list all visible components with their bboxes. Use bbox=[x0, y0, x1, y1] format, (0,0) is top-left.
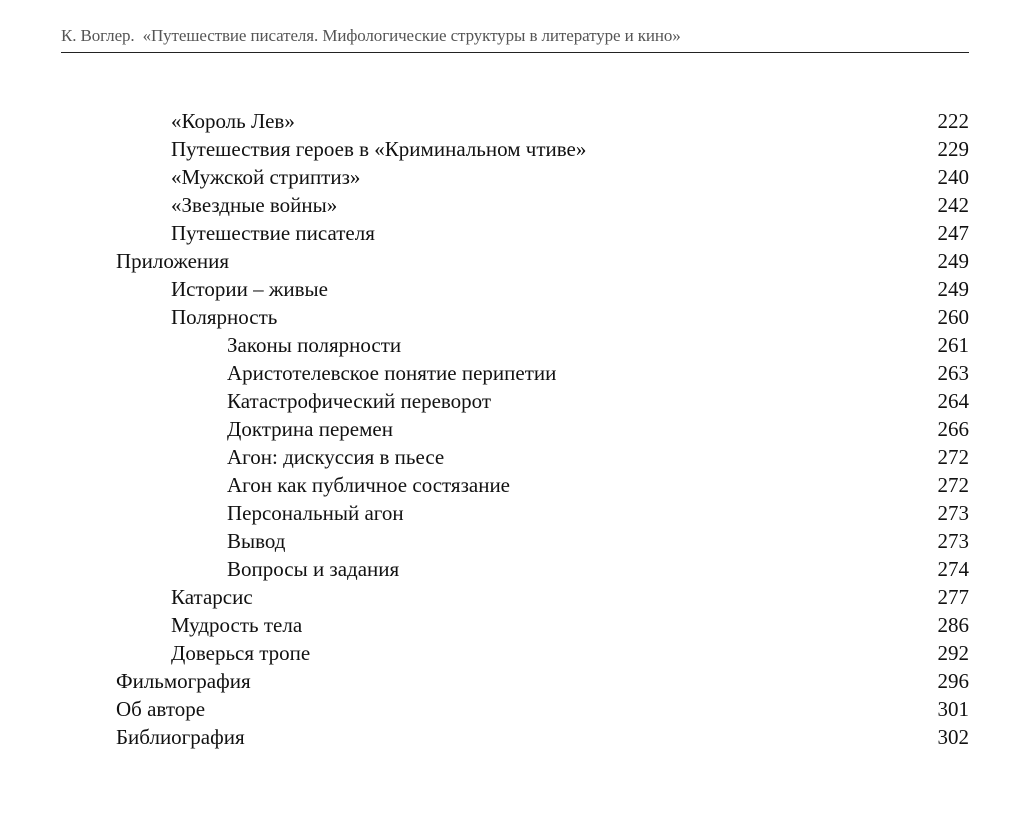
table-of-contents bbox=[0, 107, 1021, 751]
toc-entry-page-number: 247 bbox=[937, 221, 969, 245]
toc-entry[interactable] bbox=[0, 555, 1021, 583]
toc-entry[interactable] bbox=[0, 387, 1021, 415]
toc-entry[interactable] bbox=[0, 723, 1021, 751]
toc-entry[interactable] bbox=[0, 499, 1021, 527]
toc-entry[interactable] bbox=[0, 667, 1021, 695]
toc-entry[interactable] bbox=[0, 695, 1021, 723]
toc-entry-title[interactable]: «Звездные войны» bbox=[171, 193, 338, 217]
toc-entry-page-number: 273 bbox=[937, 529, 969, 553]
toc-entry-title[interactable]: Доктрина перемен bbox=[227, 417, 393, 441]
toc-entry[interactable] bbox=[0, 303, 1021, 331]
toc-entry-page-number: 274 bbox=[937, 557, 969, 581]
toc-entry-page-number: 277 bbox=[937, 585, 969, 609]
toc-entry-page-number: 264 bbox=[937, 389, 969, 413]
toc-entry[interactable] bbox=[0, 247, 1021, 275]
toc-entry[interactable] bbox=[0, 639, 1021, 667]
toc-entry-page-number: 273 bbox=[937, 501, 969, 525]
toc-entry-title[interactable]: Об авторе bbox=[116, 697, 206, 721]
toc-entry-page-number: 222 bbox=[937, 109, 969, 133]
toc-entry-page-number: 296 bbox=[937, 669, 969, 693]
header-author: К. Воглер. bbox=[61, 26, 135, 45]
toc-entry-title[interactable]: Катарсис bbox=[171, 585, 253, 609]
toc-entry-title[interactable]: Приложения bbox=[116, 249, 230, 273]
toc-entry-title[interactable]: Законы полярности bbox=[227, 333, 402, 357]
toc-entry[interactable] bbox=[0, 611, 1021, 639]
toc-entry-page-number: 249 bbox=[937, 249, 969, 273]
toc-entry-page-number: 249 bbox=[937, 277, 969, 301]
toc-entry-title[interactable]: Агон: дискуссия в пьесе bbox=[227, 445, 445, 469]
toc-entry-title[interactable]: Вопросы и задания bbox=[227, 557, 400, 581]
toc-entry[interactable] bbox=[0, 415, 1021, 443]
toc-entry-title[interactable]: Вывод bbox=[227, 529, 286, 553]
toc-entry-title[interactable]: Фильмография bbox=[116, 669, 251, 693]
toc-entry-title[interactable]: Истории – живые bbox=[171, 277, 328, 301]
toc-entry[interactable] bbox=[0, 583, 1021, 611]
toc-entry-page-number: 260 bbox=[937, 305, 969, 329]
toc-entry-page-number: 272 bbox=[937, 473, 969, 497]
toc-entry-page-number: 263 bbox=[937, 361, 969, 385]
toc-entry-title[interactable]: Путешествие писателя bbox=[171, 221, 375, 245]
running-header bbox=[61, 26, 969, 46]
toc-entry-title[interactable]: Мудрость тела bbox=[171, 613, 303, 637]
toc-entry[interactable] bbox=[0, 275, 1021, 303]
toc-entry-page-number: 272 bbox=[937, 445, 969, 469]
toc-entry-page-number: 301 bbox=[937, 697, 969, 721]
toc-entry-page-number: 229 bbox=[937, 137, 969, 161]
toc-entry-page-number: 240 bbox=[937, 165, 969, 189]
toc-entry[interactable] bbox=[0, 163, 1021, 191]
toc-entry-title[interactable]: Персональный агон bbox=[227, 501, 404, 525]
toc-entry[interactable] bbox=[0, 527, 1021, 555]
toc-entry-title[interactable]: Полярность bbox=[171, 305, 278, 329]
toc-entry-page-number: 302 bbox=[937, 725, 969, 749]
toc-entry-title[interactable]: «Мужской стриптиз» bbox=[171, 165, 361, 189]
toc-entry[interactable] bbox=[0, 331, 1021, 359]
header-divider bbox=[61, 52, 969, 53]
toc-entry-title[interactable]: Агон как публичное состязание bbox=[227, 473, 511, 497]
header-book-title: «Путешествие писателя. Мифологические структуры в литературе и кино» bbox=[142, 26, 681, 45]
toc-entry-title[interactable]: Библиография bbox=[116, 725, 245, 749]
toc-entry-page-number: 266 bbox=[937, 417, 969, 441]
toc-entry[interactable] bbox=[0, 107, 1021, 135]
toc-entry[interactable] bbox=[0, 219, 1021, 247]
toc-entry-title[interactable]: Аристотелевское понятие перипетии bbox=[227, 361, 557, 385]
toc-entry-title[interactable]: Катастрофический переворот bbox=[227, 389, 492, 413]
toc-entry[interactable] bbox=[0, 359, 1021, 387]
toc-entry-page-number: 242 bbox=[937, 193, 969, 217]
toc-entry-page-number: 292 bbox=[937, 641, 969, 665]
toc-entry-title[interactable]: «Король Лев» bbox=[171, 109, 295, 133]
toc-entry[interactable] bbox=[0, 191, 1021, 219]
toc-entry-page-number: 261 bbox=[937, 333, 969, 357]
toc-entry-page-number: 286 bbox=[937, 613, 969, 637]
toc-entry-title[interactable]: Путешествия героев в «Криминальном чтиве» bbox=[171, 137, 587, 161]
toc-entry[interactable] bbox=[0, 471, 1021, 499]
toc-entry[interactable] bbox=[0, 443, 1021, 471]
toc-entry-title[interactable]: Доверься тропе bbox=[171, 641, 311, 665]
toc-entry[interactable] bbox=[0, 135, 1021, 163]
